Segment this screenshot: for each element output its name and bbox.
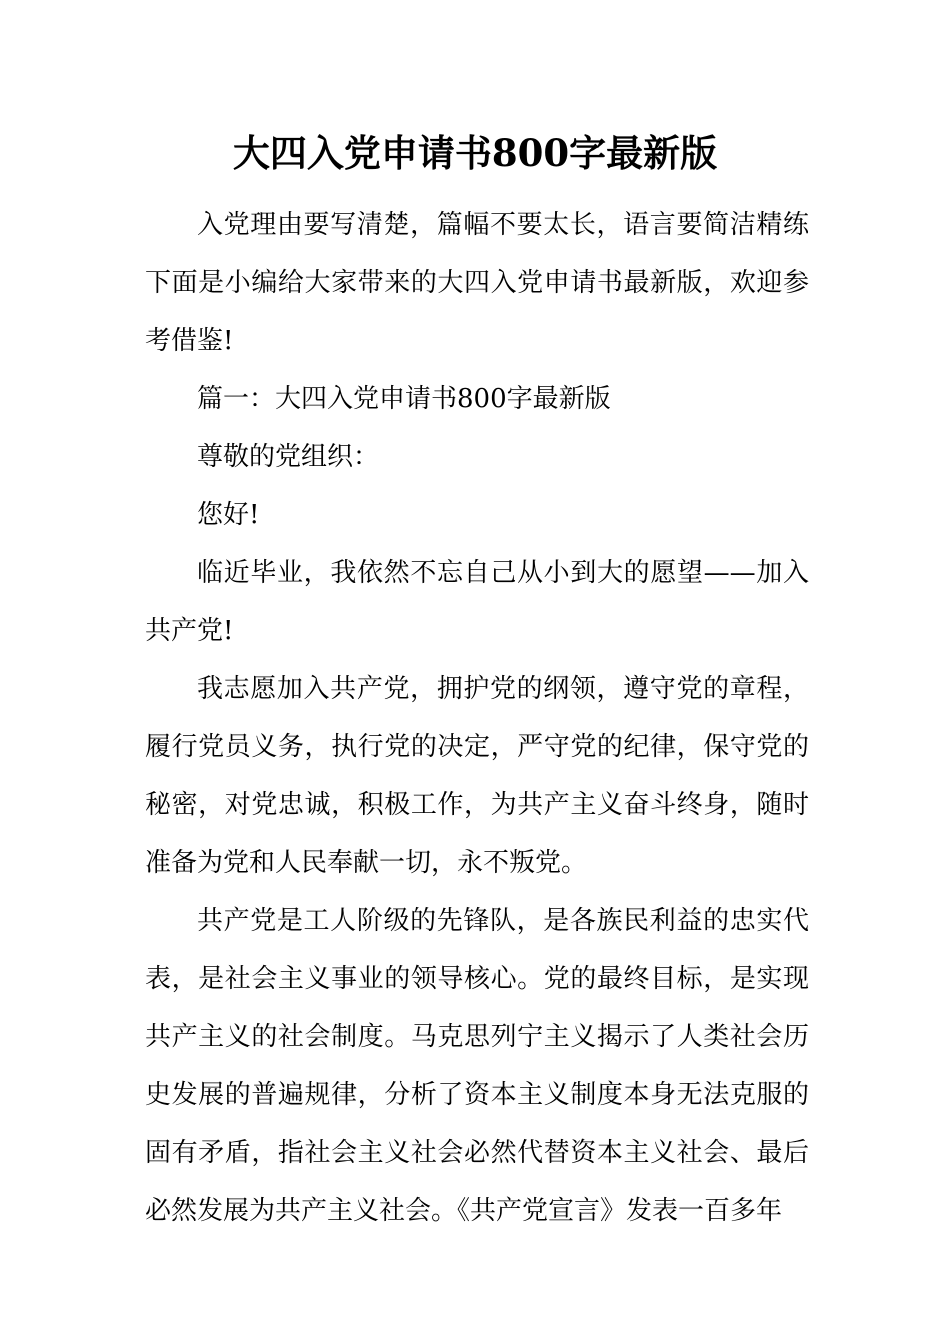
paragraph-pledge: 我志愿加入共产党，拥护党的纲领，遵守党的章程，履行党员义务，执行党的决定，严守党的纪律，保守党的秘密，对党忠诚，积极工作，为共产主义奋斗终身，随时准备为党和人民奉献一切，永不叛党。 xyxy=(145,674,809,878)
paragraph-wish: 临近毕业，我依然不忘自己从小到大的愿望——加入共产党! xyxy=(145,558,809,646)
document-body xyxy=(145,196,809,1240)
paragraph-greeting: 您好! xyxy=(197,500,260,530)
paragraph-party-description: 共产党是工人阶级的先锋队，是各族民利益的忠实代表，是社会主义事业的领导核心。党的最终目标，是实现共产主义的社会制度。马克思列宁主义揭示了人类社会历史发展的普遍规律，分析了资本主义制度本身无法克服的固有矛盾，指社会主义社会必然代替资本主义社会、最后必然发展为共产主义社会。《共产党宣言》发表一百多年 xyxy=(145,906,809,1226)
document-title: 大四入党申请书800字最新版 xyxy=(232,131,718,175)
paragraph-section-heading: 篇一：大四入党申请书800字最新版 xyxy=(197,384,611,414)
paragraph-salutation: 尊敬的党组织： xyxy=(197,442,380,472)
paragraph-intro: 入党理由要写清楚，篇幅不要太长，语言要简洁精练下面是小编给大家带来的大四入党申请书最新版，欢迎参考借鉴! xyxy=(145,210,809,356)
